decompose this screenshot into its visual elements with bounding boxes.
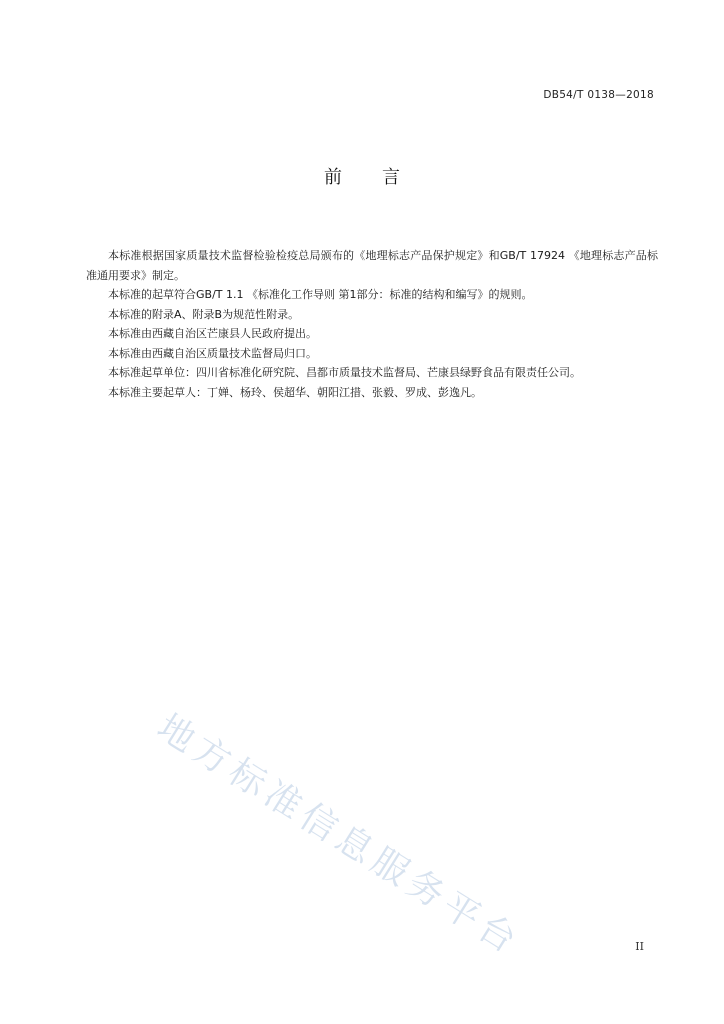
document-code: DB54/T 0138—2018: [543, 89, 654, 101]
paragraph-drafting-rules: 本标准的起草符合GB/T 1.1 《标准化工作导则 第1部分：标准的结构和编写》的规则。: [108, 288, 533, 301]
foreword-body: [86, 246, 658, 402]
paragraph-basis: 本标准根据国家质量技术监督检验检疫总局颁布的《地理标志产品保护规定》和GB/T 17924 《地理标志产品标准通用要求》制定。: [86, 249, 658, 282]
watermark: 地方标准信息服务平台: [150, 706, 528, 965]
paragraph-drafting-units: 本标准起草单位：四川省标准化研究院、昌都市质量技术监督局、芒康县绿野食品有限责任公司。: [108, 366, 581, 379]
page-number: II: [635, 940, 644, 953]
paragraph-administrator: 本标准由西藏自治区质量技术监督局归口。: [108, 346, 317, 360]
paragraph-appendix: 本标准的附录A、附录B为规范性附录。: [108, 307, 300, 321]
paragraph-proposer: 本标准由西藏自治区芒康县人民政府提出。: [108, 327, 317, 340]
page-title: 前言: [324, 167, 440, 188]
paragraph-drafters: 本标准主要起草人：丁婵、杨玲、侯超华、朝阳江措、张毅、罗成、彭逸凡。: [108, 385, 482, 399]
